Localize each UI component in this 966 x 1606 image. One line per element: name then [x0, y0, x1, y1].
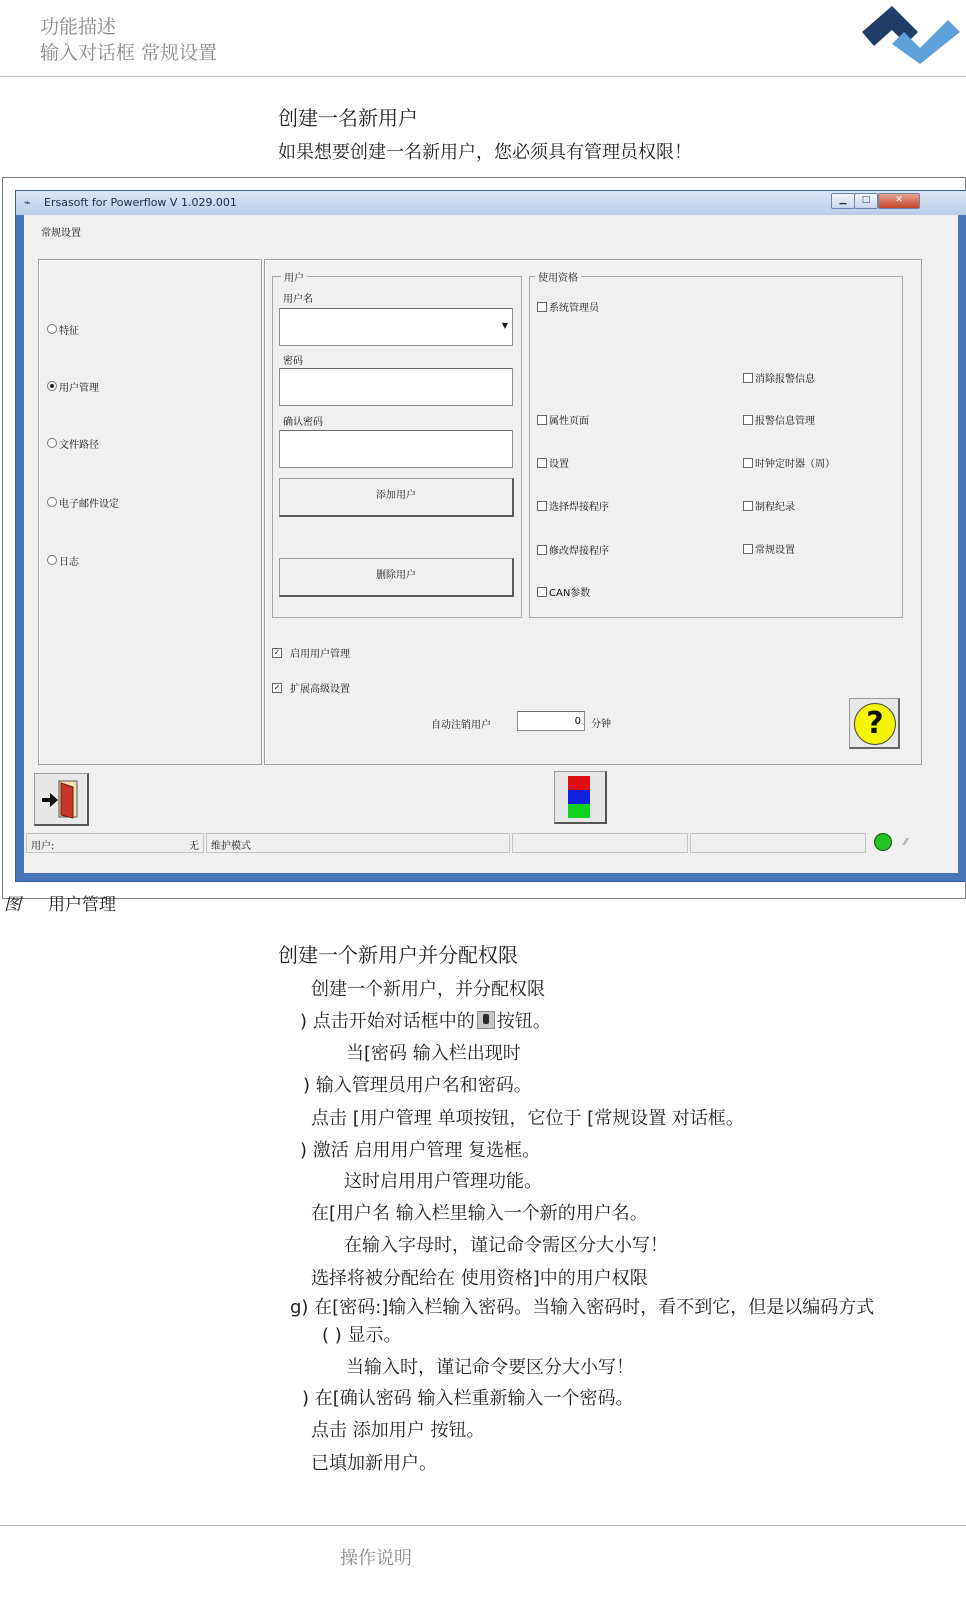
app-icon: ⌁	[24, 196, 31, 209]
enable-user-management-label: 启用用户管理	[290, 649, 350, 660]
minimize-button[interactable]: ▁	[831, 193, 855, 209]
step-g-cont: ( ) 显示。	[322, 1325, 402, 1346]
confirm-password-input[interactable]	[279, 430, 513, 468]
section2-title: 创建一个新用户并分配权限	[278, 943, 518, 967]
perm-label: 修改焊接程序	[549, 546, 609, 557]
checkbox-extend-advanced[interactable]: ✓	[273, 683, 281, 692]
help-icon: ?	[854, 703, 896, 745]
content-panel	[264, 259, 922, 765]
step-b: ) 输入管理员用户名和密码。	[303, 1075, 532, 1096]
username-label: 用户名	[283, 294, 313, 305]
checkbox-settings[interactable]	[537, 458, 547, 468]
perm-label: CAN参数	[549, 588, 591, 599]
figure-caption: 用户管理	[48, 895, 116, 915]
perm-label: 消除报警信息	[755, 374, 815, 385]
step-g-note: 当输入时，谨记命令要区分大小写！	[346, 1357, 634, 1378]
exit-button[interactable]	[34, 773, 89, 826]
step-c: 点击 [用户管理 单项按钮，它位于 [常规设置 对话框。	[311, 1108, 744, 1129]
status-user-label: 用户:	[31, 841, 55, 852]
step-e-note: 在输入字母时，谨记命令需区分大小写！	[344, 1235, 668, 1256]
dialog-title: 常规设置	[41, 228, 81, 239]
nav-label: 文件路径	[59, 440, 99, 451]
auto-logout-input[interactable]: 0	[517, 711, 585, 731]
auto-logout-unit: 分钟	[591, 719, 611, 730]
section-title: 创建一名新用户	[278, 106, 418, 130]
username-combobox[interactable]	[279, 308, 513, 346]
checkbox-general-settings[interactable]	[743, 544, 753, 554]
password-input[interactable]	[279, 368, 513, 406]
window-titlebar	[16, 191, 966, 215]
checkbox-property-page[interactable]	[537, 415, 547, 425]
status-cell-4	[690, 833, 866, 853]
header-section: 输入对话框 常规设置	[40, 42, 218, 64]
maximize-button[interactable]: □	[854, 193, 878, 209]
auto-logout-label: 自动注销用户	[431, 720, 491, 731]
checkbox-enable-user-management[interactable]: ✓	[273, 648, 281, 657]
footer-title: 操作说明	[340, 1548, 412, 1569]
checkbox-admin[interactable]	[537, 302, 547, 312]
step-e: 在[用户名 输入栏里输入一个新的用户名。	[311, 1203, 648, 1224]
dropdown-arrow-icon[interactable]: ▼	[501, 321, 508, 330]
dialog-client	[24, 215, 958, 873]
permissions-groupbox	[529, 276, 903, 618]
step-a	[300, 1007, 551, 1033]
status-mode-cell	[206, 833, 510, 853]
help-button[interactable]	[849, 698, 900, 749]
permissions-group-label: 使用资格	[535, 269, 581, 284]
checkbox-can-params[interactable]	[537, 587, 547, 597]
app-window	[15, 190, 966, 882]
header-chapter: 功能描述	[40, 16, 117, 38]
checkbox-select-profile[interactable]	[537, 501, 547, 511]
checkbox-alarm-management[interactable]	[743, 415, 753, 425]
footer-divider	[0, 1525, 966, 1526]
perm-label: 系统管理员	[549, 303, 599, 314]
exit-door-icon	[39, 778, 83, 820]
brand-logo-icon	[862, 2, 962, 66]
checkbox-process-log[interactable]	[743, 501, 753, 511]
nav-label: 特征	[59, 326, 79, 337]
nav-panel	[38, 259, 262, 765]
status-cell-3	[512, 833, 688, 853]
step-g: g) 在[密码:]输入栏输入密码。当输入密码时，看不到它，但是以编码方式	[290, 1297, 875, 1318]
resize-grip-icon[interactable]: ⁄⁄	[904, 837, 908, 848]
step-d-note: 这时启用用户管理功能。	[344, 1171, 542, 1192]
step-a-text: ) 点击开始对话框中的	[300, 1011, 475, 1032]
step-d: ) 激活 启用用户管理 复选框。	[300, 1140, 541, 1161]
extend-advanced-label: 扩展高级设置	[290, 684, 350, 695]
checkbox-timer[interactable]	[743, 458, 753, 468]
perm-label: 属性页面	[549, 416, 589, 427]
rgb-palette-icon	[568, 776, 590, 818]
radio-file-path[interactable]	[47, 438, 57, 448]
perm-label: 常规设置	[755, 545, 795, 556]
status-user-value: 无	[189, 841, 199, 852]
step-result: 已填加新用户。	[311, 1453, 437, 1474]
perm-label: 制程纪录	[755, 502, 795, 513]
add-user-button[interactable]: 添加用户	[279, 478, 514, 517]
step-a-note: 当[密码 输入栏出现时	[346, 1043, 521, 1064]
radio-user-management[interactable]	[47, 381, 57, 391]
figure-label: 图	[4, 895, 21, 915]
header-divider	[0, 76, 966, 77]
password-label: 密码	[283, 356, 303, 367]
status-mode: 维护模式	[211, 841, 251, 852]
perm-label: 报警信息管理	[755, 416, 815, 427]
user-button-icon	[477, 1011, 495, 1029]
confirm-password-label: 确认密码	[283, 417, 323, 428]
step-f: 选择将被分配给在 使用资格]中的用户权限	[311, 1268, 648, 1289]
nav-label: 电子邮件设定	[59, 499, 119, 510]
perm-label: 时钟定时器（周）	[755, 459, 835, 470]
step-h: ) 在[确认密码 输入栏重新输入一个密码。	[302, 1388, 634, 1409]
step-a-suffix: 按钮。	[496, 1011, 551, 1032]
status-user-cell	[26, 833, 204, 853]
section-subtitle: 如果想要创建一名新用户，您必须具有管理员权限！	[278, 142, 692, 163]
radio-features[interactable]	[47, 324, 57, 334]
radio-email[interactable]	[47, 497, 57, 507]
nav-label: 日志	[59, 557, 79, 568]
nav-label: 用户管理	[59, 383, 99, 394]
status-ok-indicator	[874, 833, 892, 851]
user-group-label: 用户	[281, 269, 307, 284]
step-i: 点击 添加用户 按钮。	[311, 1420, 485, 1441]
radio-log[interactable]	[47, 555, 57, 565]
close-button[interactable]: ✕	[878, 193, 920, 209]
step-intro: 创建一个新用户，并分配权限	[311, 979, 545, 1000]
checkbox-clear-alarm[interactable]	[743, 373, 753, 383]
delete-user-button[interactable]: 删除用户	[279, 558, 514, 597]
color-button[interactable]	[554, 771, 607, 824]
perm-label: 选择焊接程序	[549, 502, 609, 513]
checkbox-modify-profile[interactable]	[537, 545, 547, 555]
perm-label: 设置	[549, 459, 569, 470]
window-title: Ersasoft for Powerflow V 1.029.001	[44, 196, 237, 209]
